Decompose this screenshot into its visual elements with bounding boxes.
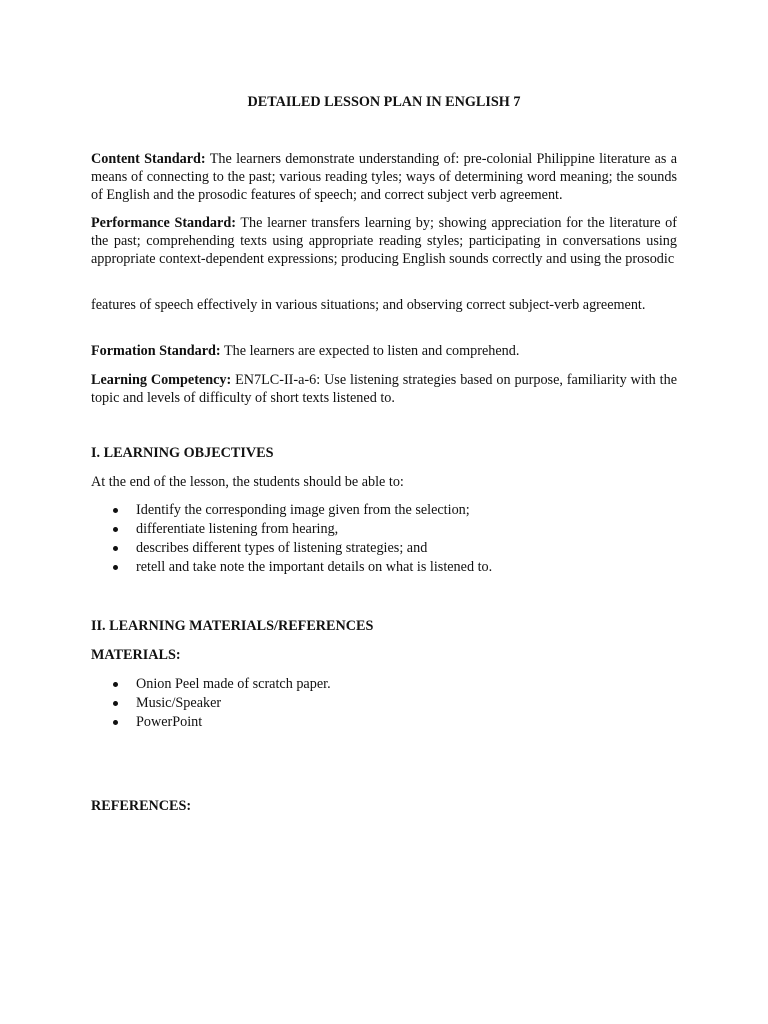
performance-standard-text: The learner transfers learning by; showing appreciation for the literature of the past; comprehending texts using appropriate reading styles; participating in conversations using appropriate context-dependent expressions; producing English sounds correctly and using the prosodic: [91, 215, 677, 267]
materials-label: MATERIALS:: [91, 647, 181, 663]
bullet-icon: [113, 527, 118, 532]
bullet-icon: [113, 546, 118, 551]
formation-standard-text: The learners are expected to listen and comprehend.: [220, 343, 520, 359]
materials-list: [91, 675, 331, 732]
list-item: [91, 694, 331, 713]
list-item-text: retell and take note the important details on what is listened to.: [136, 559, 493, 575]
list-item-text: Onion Peel made of scratch paper.: [136, 676, 331, 692]
materials-section-heading: II. LEARNING MATERIALS/REFERENCES: [91, 618, 374, 634]
learning-competency-label: Learning Competency:: [91, 372, 232, 388]
list-item: [91, 675, 331, 694]
list-item: [91, 520, 492, 539]
learning-competency-text: EN7LC-II-a-6: Use listening strategies based on purpose, familiarity with the topic and levels of difficulty of short texts listened to.: [91, 372, 677, 406]
bullet-icon: [113, 565, 118, 570]
list-item-text: Identify the corresponding image given from the selection;: [136, 502, 470, 518]
objectives-heading: I. LEARNING OBJECTIVES: [91, 445, 274, 461]
list-item-text: PowerPoint: [136, 714, 203, 730]
list-item: [91, 539, 492, 558]
bullet-icon: [113, 720, 118, 725]
objectives-list: [91, 501, 492, 577]
learning-competency-paragraph: [91, 371, 677, 407]
document-title: DETAILED LESSON PLAN IN ENGLISH 7: [247, 94, 521, 110]
list-item: [91, 501, 492, 520]
content-standard-paragraph: [91, 150, 677, 204]
references-label: REFERENCES:: [91, 798, 192, 814]
document-page: [91, 0, 677, 1024]
list-item: [91, 713, 331, 732]
bullet-icon: [113, 508, 118, 513]
bullet-icon: [113, 701, 118, 706]
performance-standard-continuation: features of speech effectively in various situations; and observing correct subject-verb agreement.: [91, 297, 646, 313]
list-item-text: Music/Speaker: [136, 695, 222, 711]
content-standard-label: Content Standard:: [91, 151, 206, 167]
list-item: [91, 558, 492, 577]
bullet-icon: [113, 682, 118, 687]
objectives-intro: At the end of the lesson, the students should be able to:: [91, 474, 404, 490]
formation-standard-paragraph: [91, 342, 677, 360]
formation-standard-label: Formation Standard:: [91, 343, 221, 359]
content-standard-text: The learners demonstrate understanding of: pre-colonial Philippine literature as a means of connecting to the past; various reading tyles; ways of determining word meaning; the sounds of English and the prosodic features of speech; and correct subject verb agreement.: [91, 151, 677, 203]
list-item-text: differentiate listening from hearing,: [136, 521, 339, 537]
performance-standard-label: Performance Standard:: [91, 215, 236, 231]
performance-standard-paragraph: [91, 214, 677, 268]
list-item-text: describes different types of listening strategies; and: [136, 540, 428, 556]
